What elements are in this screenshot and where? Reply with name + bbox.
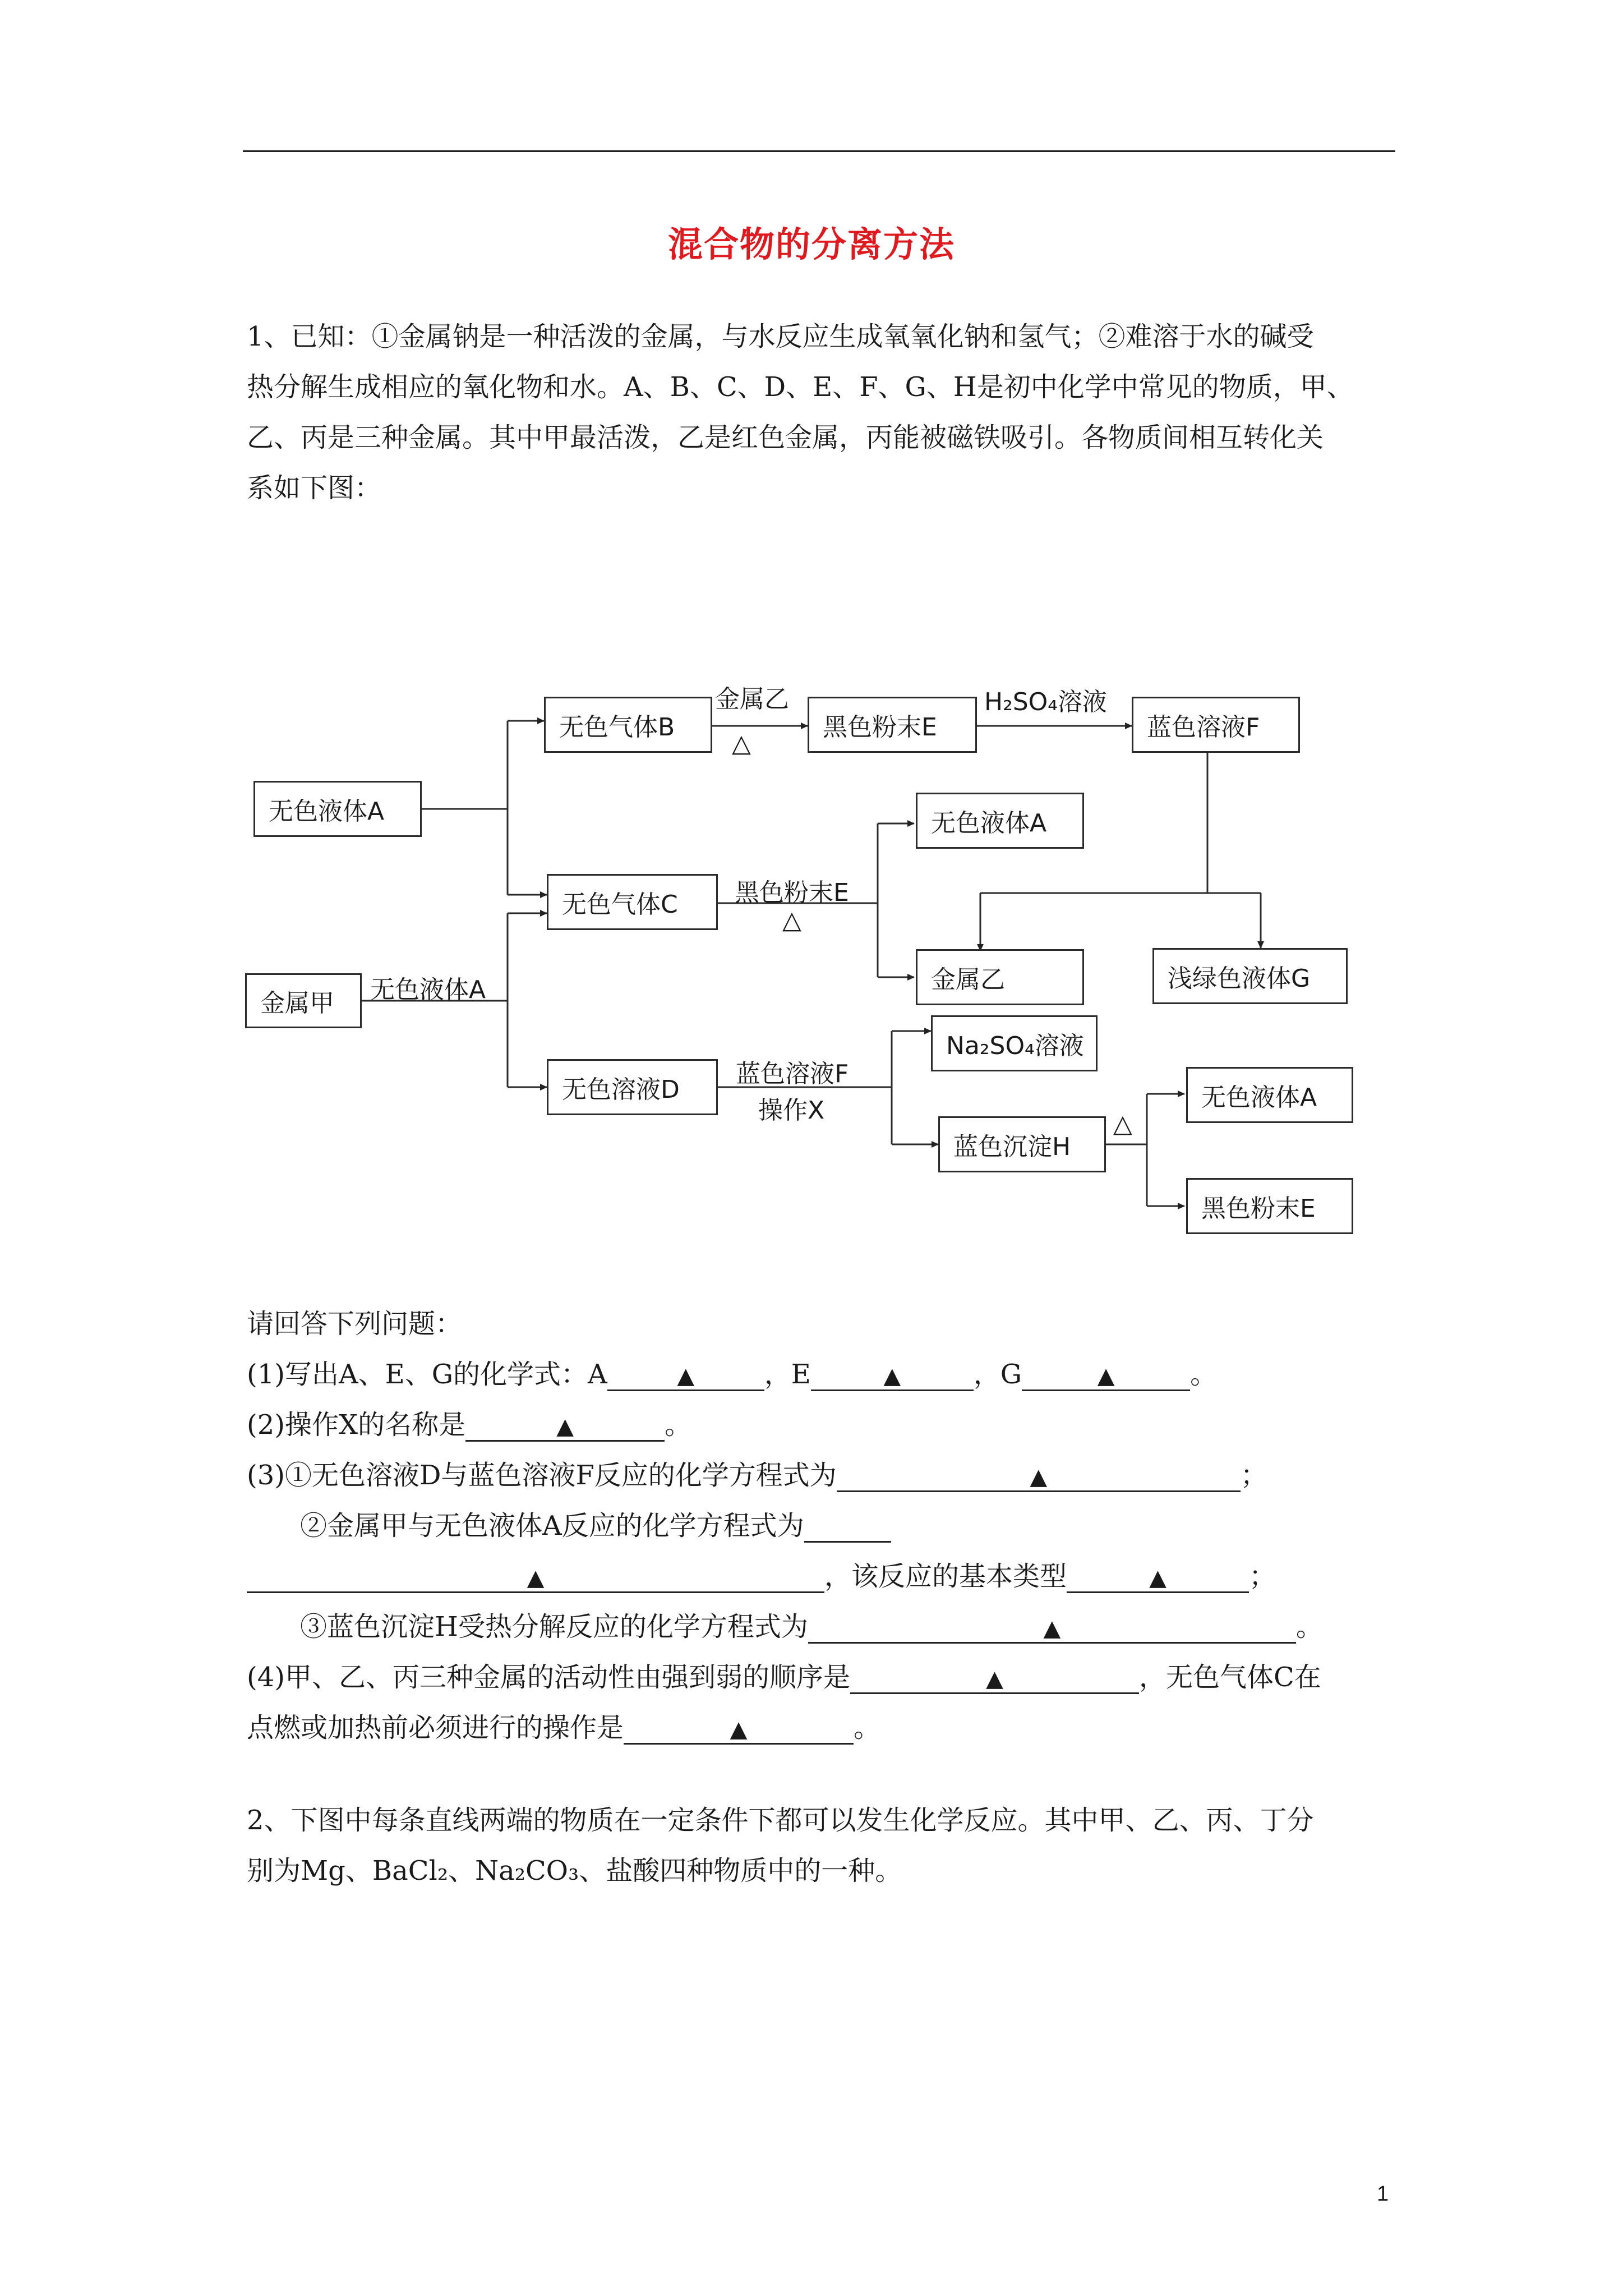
question-2-line: 2、下图中每条直线两端的物质在一定条件下都可以发生化学反应。其中甲、乙、丙、丁分 xyxy=(247,1805,1314,1836)
answer-blank[interactable]: ▲ xyxy=(850,1663,1139,1694)
question-text: ，该反应的基本类型 xyxy=(824,1561,1067,1592)
box-blue-solution-f: 蓝色溶液F xyxy=(1132,697,1300,753)
edge-label: 金属乙 xyxy=(715,685,789,714)
box-powder-e: 黑色粉末E xyxy=(808,697,977,753)
edge-label: 黑色粉末E xyxy=(735,878,849,907)
box-powder-e: 黑色粉末E xyxy=(1186,1178,1353,1234)
heat-symbol: △ xyxy=(732,729,751,758)
box-liquid-a: 无色液体A xyxy=(1186,1067,1353,1123)
question-2-line: 别为Mg、BaCl₂、Na₂CO₃、盐酸四种物质中的一种。 xyxy=(247,1855,902,1887)
answer-blank[interactable]: ▲ xyxy=(811,1360,974,1391)
box-metal-yi: 金属乙 xyxy=(916,949,1084,1005)
question-1-4 xyxy=(247,1660,1321,1694)
question-1-3a xyxy=(247,1458,1267,1492)
question-text: ，无色气体C在 xyxy=(1139,1662,1321,1693)
question-text: 点燃或加热前必须进行的操作是 xyxy=(247,1712,624,1743)
box-metal-jia: 金属甲 xyxy=(245,973,362,1028)
question-1-3c xyxy=(300,1610,1323,1644)
question-text: ②金属甲与无色液体A反应的化学方程式为 xyxy=(300,1510,804,1542)
question-text: ，G xyxy=(973,1359,1022,1390)
question-text: ，E xyxy=(764,1359,811,1390)
question-1-3b xyxy=(300,1509,891,1543)
answer-blank[interactable]: ▲ xyxy=(1022,1360,1190,1391)
answer-blank[interactable]: ▲ xyxy=(808,1613,1296,1644)
box-green-liquid-g: 浅绿色液体G xyxy=(1152,948,1348,1004)
question-text: 。 xyxy=(1190,1359,1218,1390)
question-text: ； xyxy=(1249,1561,1276,1592)
heat-symbol: △ xyxy=(782,906,801,935)
box-solution-d: 无色溶液D xyxy=(547,1059,718,1115)
box-gas-b: 无色气体B xyxy=(544,697,712,753)
question-text: (2)操作X的名称是 xyxy=(247,1409,466,1441)
question-2 xyxy=(247,1795,1396,1896)
question-text: (3)①无色溶液D与蓝色溶液F反应的化学方程式为 xyxy=(247,1460,837,1491)
answer-blank[interactable]: ▲ xyxy=(465,1411,665,1442)
question-text: ③蓝色沉淀H受热分解反应的化学方程式为 xyxy=(300,1611,808,1642)
question-text: (1)写出A、E、G的化学式：A xyxy=(247,1359,607,1390)
question-text: (4)甲、乙、丙三种金属的活动性由强到弱的顺序是 xyxy=(247,1662,850,1693)
intro-line: 系如下图： xyxy=(247,472,382,504)
box-precipitate-h: 蓝色沉淀H xyxy=(938,1116,1106,1172)
edge-label: 操作X xyxy=(758,1096,825,1125)
box-na2so4-solution: Na₂SO₄溶液 xyxy=(931,1015,1098,1071)
answer-blank[interactable]: ▲ xyxy=(607,1360,764,1391)
answer-blank[interactable] xyxy=(804,1512,891,1543)
question-1-1 xyxy=(247,1358,1217,1391)
page-number: 1 xyxy=(1377,2182,1389,2206)
box-liquid-a: 无色液体A xyxy=(916,793,1084,849)
answer-blank[interactable]: ▲ xyxy=(1067,1562,1249,1593)
answer-prompt: 请回答下列问题： xyxy=(247,1308,463,1340)
box-gas-c: 无色气体C xyxy=(547,874,718,930)
answer-blank[interactable]: ▲ xyxy=(624,1714,854,1745)
question-1-2 xyxy=(247,1408,691,1442)
question-1-4-cont xyxy=(247,1711,880,1745)
question-text: 。 xyxy=(665,1409,692,1441)
answer-blank[interactable]: ▲ xyxy=(837,1461,1241,1492)
edge-label: 蓝色溶液F xyxy=(736,1060,849,1088)
edge-label: 无色液体A xyxy=(370,976,486,1004)
box-liquid-a: 无色液体A xyxy=(253,781,422,837)
page-title: 混合物的分离方法 xyxy=(667,224,955,265)
question-text: ； xyxy=(1240,1460,1267,1491)
question-text: 。 xyxy=(854,1712,881,1743)
question-text: 。 xyxy=(1295,1611,1323,1642)
heat-symbol: △ xyxy=(1113,1110,1132,1138)
intro-line: 乙、丙是三种金属。其中甲最活泼，乙是红色金属，丙能被磁铁吸引。各物质间相互转化关 xyxy=(247,422,1324,453)
question-1-3b-cont xyxy=(247,1559,1276,1593)
intro-line: 热分解生成相应的氧化物和水。A、B、C、D、E、F、G、H是初中化学中常见的物质，甲、 xyxy=(247,371,1354,403)
intro-line: 1、已知：①金属钠是一种活泼的金属，与水反应生成氧氧化钠和氢气；②难溶于水的碱受 xyxy=(247,321,1314,352)
edge-label: H₂SO₄溶液 xyxy=(984,688,1107,716)
answer-blank[interactable]: ▲ xyxy=(247,1562,824,1593)
